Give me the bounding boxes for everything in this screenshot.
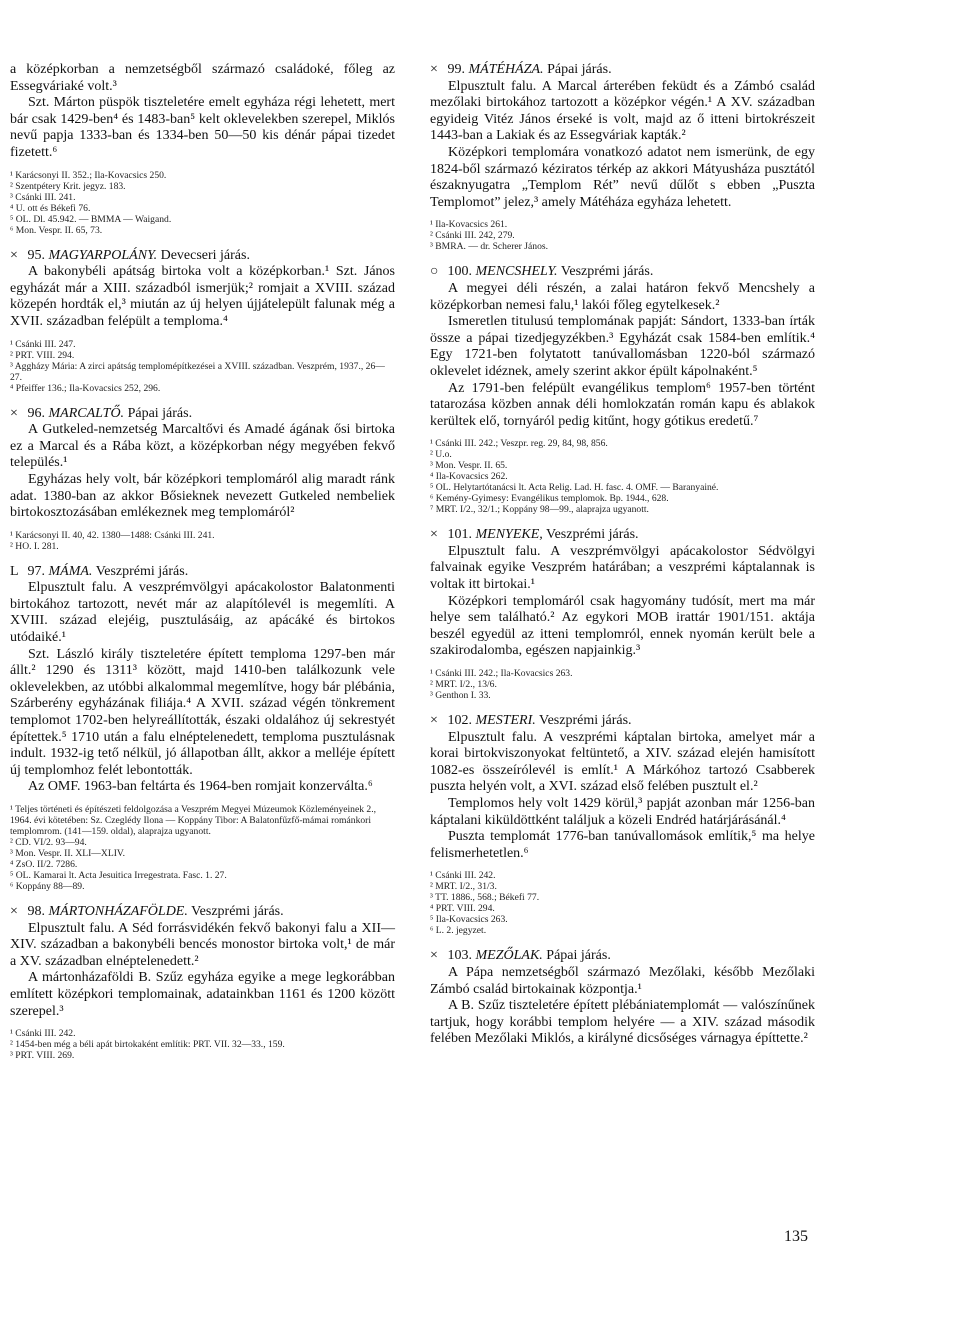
entry-number: 103. [447, 948, 472, 964]
footnotes [10, 804, 395, 892]
entry-name: MENCSHELY. [475, 264, 558, 280]
footnote: ¹ Csánki III. 242. [430, 870, 496, 882]
entry-number: 97. [27, 563, 45, 579]
footnote: ⁵ OL. Kamarai lt. Acta Jesuitica Irregestrata. Fasc. 1. 27. [10, 870, 227, 881]
entry-paragraph: Középkori templomáról csak hagyomány tudósít, mert ma már helye sem található.² Az egykori MOB irattár 1901/151. aktája beszél egyedül az itteni templomról, ennek nyomán került bele a szakirodalomba, egészen napjainkig.³ [430, 593, 815, 659]
footnote: ⁴ Pfeiffer 136.; Ila-Kovacsics 252, 296. [10, 382, 161, 394]
entry-paragraph: Elpusztult falu. A veszprémvölgyi apácakolostor Balatonmenti birtokához tartozott, nevét már az alapítólevél is megemlíti. A XVIII. század elejéig, pusztulásáig, az apácáké és birtokos utódaiké.¹ [10, 580, 395, 646]
entry-paragraph: Elpusztult falu. A veszprémvölgyi apácakolostor Sédvölgyi falvainak egyike Veszprém határában; a veszprémi káptalannak is voltak itt birtokai.¹ [430, 543, 815, 593]
entry-district: Veszprémi járás. [95, 563, 189, 579]
footnote: ³ PRT. VIII. 269. [10, 1050, 75, 1062]
footnote: ¹ Ila-Kovacsics 261. [430, 219, 508, 231]
entry-district: Pápai járás. [127, 405, 193, 421]
entry-marker: × [10, 405, 18, 421]
entry-name: MAGYARPOLÁNY. [48, 247, 158, 263]
intro-paragraph: Szt. Márton püspök tiszteletére emelt egyháza régi lehetett, mert bár csak 1429-ben⁴ és 1483-ban⁵ kelt oklevelekben szerepel, Miklós nevű papja 1333-ban és 1334-ben 50—50 kis dénár pápai tizedet fizetett.⁶ [10, 95, 395, 160]
footnote: ⁴ ZsO. II/2. 7286. [10, 859, 78, 870]
footnotes [10, 170, 395, 236]
entry-district: Veszprémi járás. [191, 904, 284, 919]
entry-102 [430, 713, 815, 936]
footnotes [430, 438, 815, 515]
entry-marker: L [10, 563, 19, 579]
entry-heading [10, 248, 395, 265]
footnotes [430, 668, 815, 701]
footnotes [10, 339, 395, 394]
entry-paragraph: A bakonybéli apátság birtoka volt a középkorban.¹ Szt. János egyházát már a XIII. századból ismerjük;² romjait a XVIII. század közepén hordták el,³ miután az új helyen újjátelepült falunak még a XVII. században felépült a temploma.⁴ [10, 264, 395, 329]
entry-name: MÁTÉHÁZA. [468, 62, 544, 77]
footnote: ³ Csánki III. 241. [10, 191, 76, 203]
entry-paragraph: Egyházas hely volt, bár középkori templomáról alig maradt ránk adat. 1380-ban az akkor Bősieknek nevezett Gutkeled nembeliek birtokosztozásában emlékeznek meg templomáról² [10, 471, 395, 521]
entry-district: Pápai járás. [546, 948, 611, 964]
footnote: ³ Aggházy Mária: A zirci apátság templomépítkezései a XVIII. században. Veszprém, 1937., 26—27. [10, 360, 385, 383]
intro-paragraph: a középkorban a nemzetségből származó családoké, főleg az Essegváriaké volt.³ [10, 62, 395, 94]
footnote: ⁵ Ila-Kovacsics 263. [430, 914, 508, 926]
footnote: ² CD. VI/2. 93—94. [10, 837, 87, 848]
left-column [10, 62, 395, 1073]
entry-marker: × [430, 948, 438, 964]
entry-paragraph: Puszta templomát 1776-ban tanúvallomások említik,⁵ ma helye felismerhetetlen.⁶ [430, 829, 815, 861]
entry-101 [430, 527, 815, 701]
footnote: ² MRT. I/2., 13/6. [430, 679, 497, 691]
footnote: ⁴ PRT. VIII. 294. [430, 903, 495, 915]
entry-heading [10, 564, 395, 581]
entry-district: Veszprémi járás. [560, 264, 654, 280]
footnote: ² 1454-ben még a béli apát birtokaként említik: PRT. VII. 32—33., 159. [10, 1039, 285, 1051]
entry-number: 100. [447, 264, 472, 280]
entry-heading [10, 406, 395, 423]
footnote: ¹ Teljes történeti és építészeti feldolgozása a Veszprém Megyei Múzeumok Közleményeinek 2., 1964. évi kötetében: Sz. Czeglédy Ilona — Koppány Tibor: A Balatonfűzfő-mámai románkori templomrom. (141—159. oldal), alaprajza ugyanott. [10, 804, 377, 837]
right-column [430, 62, 815, 1048]
entry-96 [10, 406, 395, 552]
footnote: ⁵ OL. Dl. 45.942. — BMMA — Waigand. [10, 213, 172, 225]
entry-number: 99. [447, 62, 465, 77]
entry-marker: × [10, 247, 18, 263]
entry-name: MENYEKE, [475, 527, 543, 543]
entry-paragraph: A megyei déli részén, a zalai határon fekvő Mencshely a középkorban nemesi falu,¹ lakói főleg egytelkesek.² [430, 280, 815, 313]
entry-paragraph: Középkori templomára vonatkozó adatot nem ismerünk, de egy 1824-ből származó kéziratos térkép az akkori Mátyusháza pusztától északnyugatra „Templom Rét” nevű dűlőt s ebben „Puszta Templomot” jelez,³ amely Mátéháza egyháza lehetett. [430, 144, 815, 210]
footnote: ⁶ Mon. Vespr. II. 65, 73. [10, 224, 103, 236]
entry-number: 102. [447, 713, 472, 729]
footnote: ¹ Karácsonyi II. 352.; Ila-Kovacsics 250. [10, 169, 167, 181]
footnote: ⁶ Koppány 88—89. [10, 881, 85, 892]
entry-heading [430, 264, 815, 281]
footnote: ¹ Csánki III. 242.; Ila-Kovacsics 263. [430, 668, 573, 680]
footnote: ⁵ OL. Helytartótanácsi lt. Acta Relig. Lad. H. fasc. 4. OMF. — Baranyainé. [430, 482, 719, 494]
footnote: ² Csánki III. 242, 279. [430, 230, 515, 242]
entry-number: 95. [27, 247, 45, 263]
entry-heading [430, 527, 815, 544]
footnote: ³ Mon. Vespr. II. 65. [430, 460, 508, 472]
footnote: ² Szentpétery Krit. jegyz. 183. [10, 180, 126, 192]
entry-marker: × [430, 713, 438, 729]
footnote: ² U.o. [430, 449, 452, 461]
entry-name: MARCALTŐ. [48, 405, 125, 421]
entry-paragraph: Elpusztult falu. A Séd forrásvidékén fekvő bakonyi falu a XII—XIV. században a bakonybéli bencés monostor birtoka volt,¹ de már a XV. században elnéptelenedett.² [10, 920, 395, 969]
entry-marker: × [430, 527, 438, 543]
entry-name: MÁMA. [48, 563, 93, 579]
entry-heading [430, 713, 815, 730]
entry-103 [430, 948, 815, 1048]
footnote: ⁷ MRT. I/2., 32/1.; Koppány 98—99., alaprajza ugyanott. [430, 504, 649, 516]
footnotes [10, 530, 395, 552]
entry-name: MÁRTONHÁZAFÖLDE. [48, 904, 188, 919]
entry-paragraph: Elpusztult falu. A Marcal árterében feküdt és a Zámbó család mezőlaki birtokához tartozott a középkor végén.¹ A XV. században egyideig Vitéz János érseké is volt, majd az ő itteni birtokrészeit 1443-ban a Lakiak és az Essegváriak kapták.² [430, 78, 815, 144]
entry-marker: × [10, 904, 18, 919]
entry-paragraph: Az 1791-ben felépült evangélikus templom⁶ 1957-ben történt tatarozása közben annak déli homlokzatán román kapu és ablakok kerültek elő, tornyáról pedig kitűnt, hogy gótikus eredetű.⁷ [430, 380, 815, 429]
entry-98 [10, 904, 395, 1061]
entry-paragraph: Az OMF. 1963-ban feltárta és 1964-ben romjait konzerválta.⁶ [28, 779, 373, 795]
footnote: ⁶ Kemény-Gyimesy: Evangélikus templomok. Bp. 1944., 628. [430, 493, 669, 505]
footnote: ⁴ U. ott és Békefi 76. [10, 202, 91, 214]
footnotes [430, 219, 815, 252]
entry-heading [430, 948, 815, 965]
entry-number: 98. [27, 904, 45, 919]
footnote: ³ Genthon I. 33. [430, 690, 491, 702]
entry-paragraph: A B. Szűz tiszteletére épített plébániatemplomát — valószínűnek tartjuk, hogy korábbi templom helyére — a XIV. század második felében Mezőlaki Miklós, a királyné dicsőséges várnagya építtette.² [430, 998, 815, 1047]
entry-paragraph: Templomos hely volt 1429 körül,³ papját azonban már 1256-ban káptalani kiküldöttként találjuk a közeli Endréd határjárásánál.⁴ [430, 796, 815, 828]
footnote: ¹ Csánki III. 247. [10, 338, 76, 350]
entry-heading [430, 62, 815, 79]
footnote: ¹ Csánki III. 242.; Veszpr. reg. 29, 84, 98, 856. [430, 438, 608, 450]
footnote: ² MRT. I/2., 31/3. [430, 881, 497, 893]
entry-district: Veszprémi járás. [546, 527, 639, 543]
footnote: ⁶ L. 2. jegyzet. [430, 925, 487, 937]
entry-paragraph: A Pápa nemzetségből származó Mezőlaki, később Mezőlaki Zámbó család birtokainak központja.¹ [430, 964, 815, 997]
footnote: ⁴ Ila-Kovacsics 262. [430, 471, 508, 483]
footnote: ² HO. I. 281. [10, 540, 59, 552]
entry-95 [10, 248, 395, 394]
entry-paragraph: Ismeretlen titulusú templomának papját: Sándort, 1333-ban írták össze a pápai tizedjegyzékben.³ Egyházát csak 1584-ben említik.⁴ Egy 1721-ben folytatott tanúvallomásban 1220-ból származó oklevelet idéznek, amely szerint akkor épült kápolnaként.⁵ [430, 314, 815, 379]
entry-paragraph: A Gutkeled-nemzetség Marcaltővi és Amadé ágának ősi birtoka ez a Marcal és a Rába közt, a középkorban négy megyében fekvő település.¹ [10, 422, 395, 471]
entry-name: MEZŐLAK. [475, 948, 543, 964]
footnote: ¹ Karácsonyi II. 40, 42. 1380—1488: Csánki III. 241. [10, 529, 215, 541]
footnote: ³ Mon. Vespr. II. XLI—XLIV. [10, 848, 125, 859]
entry-marker: ○ [430, 264, 439, 280]
entry-97 [10, 564, 395, 892]
entry-100 [430, 264, 815, 515]
entry-paragraph: A mártonházaföldi B. Szűz egyháza egyike a mege legkorábban említett középkori templomainak, adatainkban 1161 és 1200 között szerepel.³ [10, 970, 395, 1019]
entry-99 [430, 62, 815, 252]
footnote: ¹ Csánki III. 242. [10, 1028, 76, 1040]
entry-marker: × [430, 62, 438, 77]
footnote: ³ BMRA. — dr. Scherer János. [430, 241, 548, 253]
footnotes [10, 1028, 395, 1061]
entry-number: 96. [27, 405, 45, 421]
page-number: 135 [784, 1228, 808, 1245]
entry-district: Devecseri járás. [160, 247, 250, 263]
entry-heading [10, 904, 395, 921]
footnotes [430, 870, 815, 936]
entry-name: MESTERI. [475, 713, 536, 729]
footnote: ³ TT. 1886., 568.; Békefi 77. [430, 892, 540, 904]
footnote: ² PRT. VIII. 294. [10, 349, 75, 361]
entry-district: Pápai járás. [547, 62, 612, 77]
entry-number: 101. [447, 527, 472, 543]
entry-paragraph: Elpusztult falu. A veszprémi káptalan birtoka, amelyet már a korai birtokviszonyokat feltüntető, a XIV. század elején hamisított 1082-es összeírólevél is említ.¹ A Márkóhoz tartozó Csabberek puszta helyén volt, a XVI. század első felében pusztult el.² [430, 729, 815, 795]
entry-district: Veszprémi járás. [539, 713, 632, 729]
entry-paragraph: Szt. László király tiszteletére épített temploma 1297-ben már állt.² 1290 és 1311³ között, majd 1410-ben találkozunk vele oklevelekben, az utóbbi alkalommal megemlítve, hogy bár plébánia, Szárberény egyházának filiája.⁴ A XVII. század végén tönkrement templomot 1702-ben helyreállították, északi oldalához új sekrestyét építettek.⁵ 1710 után a falu elnéptelenedett, temploma pusztulásnak indult. 1932-ig tető nélkül, jó állapotban állt, akkor a melléje épített új templomhoz felét lebontották. [10, 646, 395, 778]
